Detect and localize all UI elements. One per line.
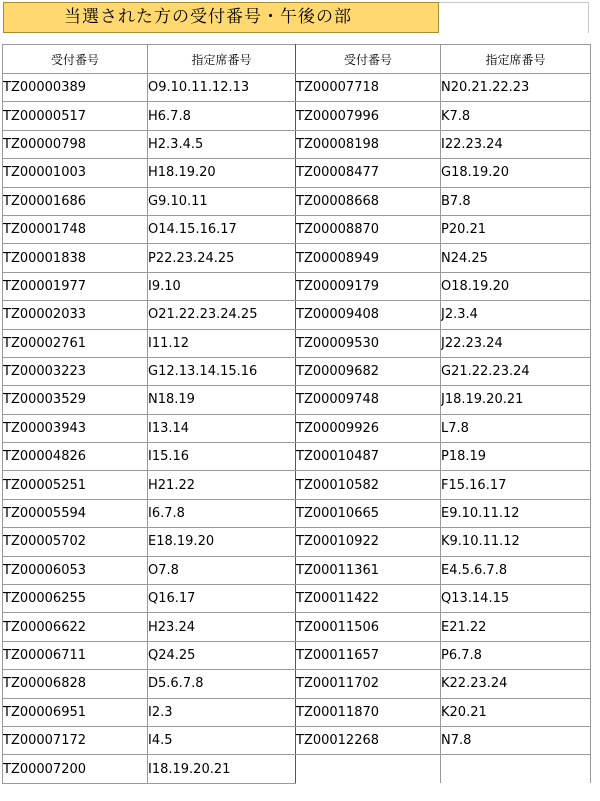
seat-number: H2.3.4.5 (148, 130, 296, 158)
title-spacer (439, 2, 589, 33)
seat-number: O21.22.23.24.25 (148, 301, 296, 329)
table-row (3, 698, 591, 726)
table-row (3, 670, 591, 698)
seat-number: B7.8 (441, 187, 591, 215)
receipt-number: TZ00010582 (296, 471, 441, 499)
seat-number: I9.10 (148, 272, 296, 300)
header-seat-number-2: 指定席番号 (441, 45, 591, 74)
receipt-number: TZ00012268 (296, 726, 441, 754)
receipt-number: TZ00006622 (3, 613, 148, 641)
table-row (3, 244, 591, 272)
receipt-number: TZ00003223 (3, 357, 148, 385)
receipt-number: TZ00001838 (3, 244, 148, 272)
receipt-number: TZ00007718 (296, 74, 441, 102)
seat-number: O7.8 (148, 556, 296, 584)
table-row (3, 726, 591, 754)
seat-number (441, 755, 591, 783)
receipt-number: TZ00003529 (3, 386, 148, 414)
seat-number: O14.15.16.17 (148, 215, 296, 243)
table-row (3, 443, 591, 471)
table-row (3, 215, 591, 243)
seat-number: H18.19.20 (148, 159, 296, 187)
receipt-number: TZ00011422 (296, 585, 441, 613)
receipt-number: TZ00002761 (3, 329, 148, 357)
table-row (3, 301, 591, 329)
receipt-number: TZ00000517 (3, 102, 148, 130)
receipt-number: TZ00001977 (3, 272, 148, 300)
seat-number: I13.14 (148, 414, 296, 442)
seat-number: P22.23.24.25 (148, 244, 296, 272)
seat-number: I11.12 (148, 329, 296, 357)
seat-number: I6.7.8 (148, 499, 296, 527)
receipt-number: TZ00011870 (296, 698, 441, 726)
receipt-number: TZ00006828 (3, 670, 148, 698)
receipt-number: TZ00005702 (3, 528, 148, 556)
receipt-number: TZ00005251 (3, 471, 148, 499)
seat-number: G9.10.11 (148, 187, 296, 215)
seat-number: N18.19 (148, 386, 296, 414)
seat-number: F15.16.17 (441, 471, 591, 499)
table-body (3, 74, 591, 784)
seat-number: O9.10.11.12.13 (148, 74, 296, 102)
header-seat-number: 指定席番号 (148, 45, 296, 74)
receipt-number: TZ00010665 (296, 499, 441, 527)
seat-number: J18.19.20.21 (441, 386, 591, 414)
table-row (3, 187, 591, 215)
seat-number: I22.23.24 (441, 130, 591, 158)
table-row (3, 357, 591, 385)
receipt-number: TZ00009179 (296, 272, 441, 300)
receipt-number: TZ00006711 (3, 641, 148, 669)
seat-number: O18.19.20 (441, 272, 591, 300)
seat-number: Q24.25 (148, 641, 296, 669)
table-row (3, 556, 591, 584)
seat-number: G18.19.20 (441, 159, 591, 187)
seat-number: E18.19.20 (148, 528, 296, 556)
seat-number: H21.22 (148, 471, 296, 499)
table-row (3, 471, 591, 499)
table-row (3, 585, 591, 613)
receipt-number: TZ00011361 (296, 556, 441, 584)
receipt-number: TZ00005594 (3, 499, 148, 527)
seat-number: G21.22.23.24 (441, 357, 591, 385)
receipt-number: TZ00004826 (3, 443, 148, 471)
table-row (3, 102, 591, 130)
receipt-number: TZ00006255 (3, 585, 148, 613)
table-row (3, 130, 591, 158)
seat-number: D5.6.7.8 (148, 670, 296, 698)
seat-number: E4.5.6.7.8 (441, 556, 591, 584)
receipt-number: TZ00007996 (296, 102, 441, 130)
receipt-number: TZ00011506 (296, 613, 441, 641)
seat-number: K20.21 (441, 698, 591, 726)
seat-number: Q16.17 (148, 585, 296, 613)
receipt-number: TZ00006951 (3, 698, 148, 726)
receipt-number: TZ00008198 (296, 130, 441, 158)
receipt-number: TZ00001003 (3, 159, 148, 187)
seat-number: E21.22 (441, 613, 591, 641)
seat-number: N24.25 (441, 244, 591, 272)
receipt-number: TZ00001686 (3, 187, 148, 215)
seat-number: K7.8 (441, 102, 591, 130)
receipt-number: TZ00007172 (3, 726, 148, 754)
receipt-number: TZ00000798 (3, 130, 148, 158)
receipt-number: TZ00011657 (296, 641, 441, 669)
seat-number: K9.10.11.12 (441, 528, 591, 556)
header-receipt-number-2: 受付番号 (296, 45, 441, 74)
seat-number: I15.16 (148, 443, 296, 471)
seat-number: H23.24 (148, 613, 296, 641)
receipt-number: TZ00009748 (296, 386, 441, 414)
header-receipt-number: 受付番号 (3, 45, 148, 74)
seat-number: P6.7.8 (441, 641, 591, 669)
receipt-number: TZ00008870 (296, 215, 441, 243)
seat-number: E9.10.11.12 (441, 499, 591, 527)
receipt-number: TZ00001748 (3, 215, 148, 243)
table-row (3, 414, 591, 442)
page-title: 当選された方の受付番号・午後の部 (3, 2, 439, 33)
receipt-number: TZ00011702 (296, 670, 441, 698)
table-row (3, 159, 591, 187)
table-row (3, 641, 591, 669)
table-header-row (3, 45, 591, 74)
receipt-number: TZ00003943 (3, 414, 148, 442)
seat-number: I2.3 (148, 698, 296, 726)
receipt-number: TZ00006053 (3, 556, 148, 584)
receipt-number: TZ00009530 (296, 329, 441, 357)
table-row (3, 613, 591, 641)
seat-number: L7.8 (441, 414, 591, 442)
seat-number: Q13.14.15 (441, 585, 591, 613)
receipt-number: TZ00009682 (296, 357, 441, 385)
receipt-number: TZ00000389 (3, 74, 148, 102)
seat-number: P20.21 (441, 215, 591, 243)
receipt-number: TZ00008949 (296, 244, 441, 272)
table-row (3, 329, 591, 357)
receipt-number (296, 755, 441, 783)
receipt-number: TZ00009408 (296, 301, 441, 329)
receipt-number: TZ00008477 (296, 159, 441, 187)
receipt-number: TZ00010922 (296, 528, 441, 556)
seat-number: N7.8 (441, 726, 591, 754)
table-row (3, 499, 591, 527)
receipt-number: TZ00010487 (296, 443, 441, 471)
table-row (3, 386, 591, 414)
seat-number: H6.7.8 (148, 102, 296, 130)
seat-number: G12.13.14.15.16 (148, 357, 296, 385)
receipt-number: TZ00008668 (296, 187, 441, 215)
seat-number: N20.21.22.23 (441, 74, 591, 102)
seat-number: P18.19 (441, 443, 591, 471)
seat-number: J2.3.4 (441, 301, 591, 329)
seat-number: K22.23.24 (441, 670, 591, 698)
table-row (3, 74, 591, 102)
seat-number: I4.5 (148, 726, 296, 754)
table-row (3, 272, 591, 300)
seat-number: J22.23.24 (441, 329, 591, 357)
receipt-number: TZ00009926 (296, 414, 441, 442)
winner-table (2, 44, 591, 784)
table-row (3, 755, 591, 783)
receipt-number: TZ00007200 (3, 755, 148, 783)
table-row (3, 528, 591, 556)
seat-number: I18.19.20.21 (148, 755, 296, 783)
receipt-number: TZ00002033 (3, 301, 148, 329)
